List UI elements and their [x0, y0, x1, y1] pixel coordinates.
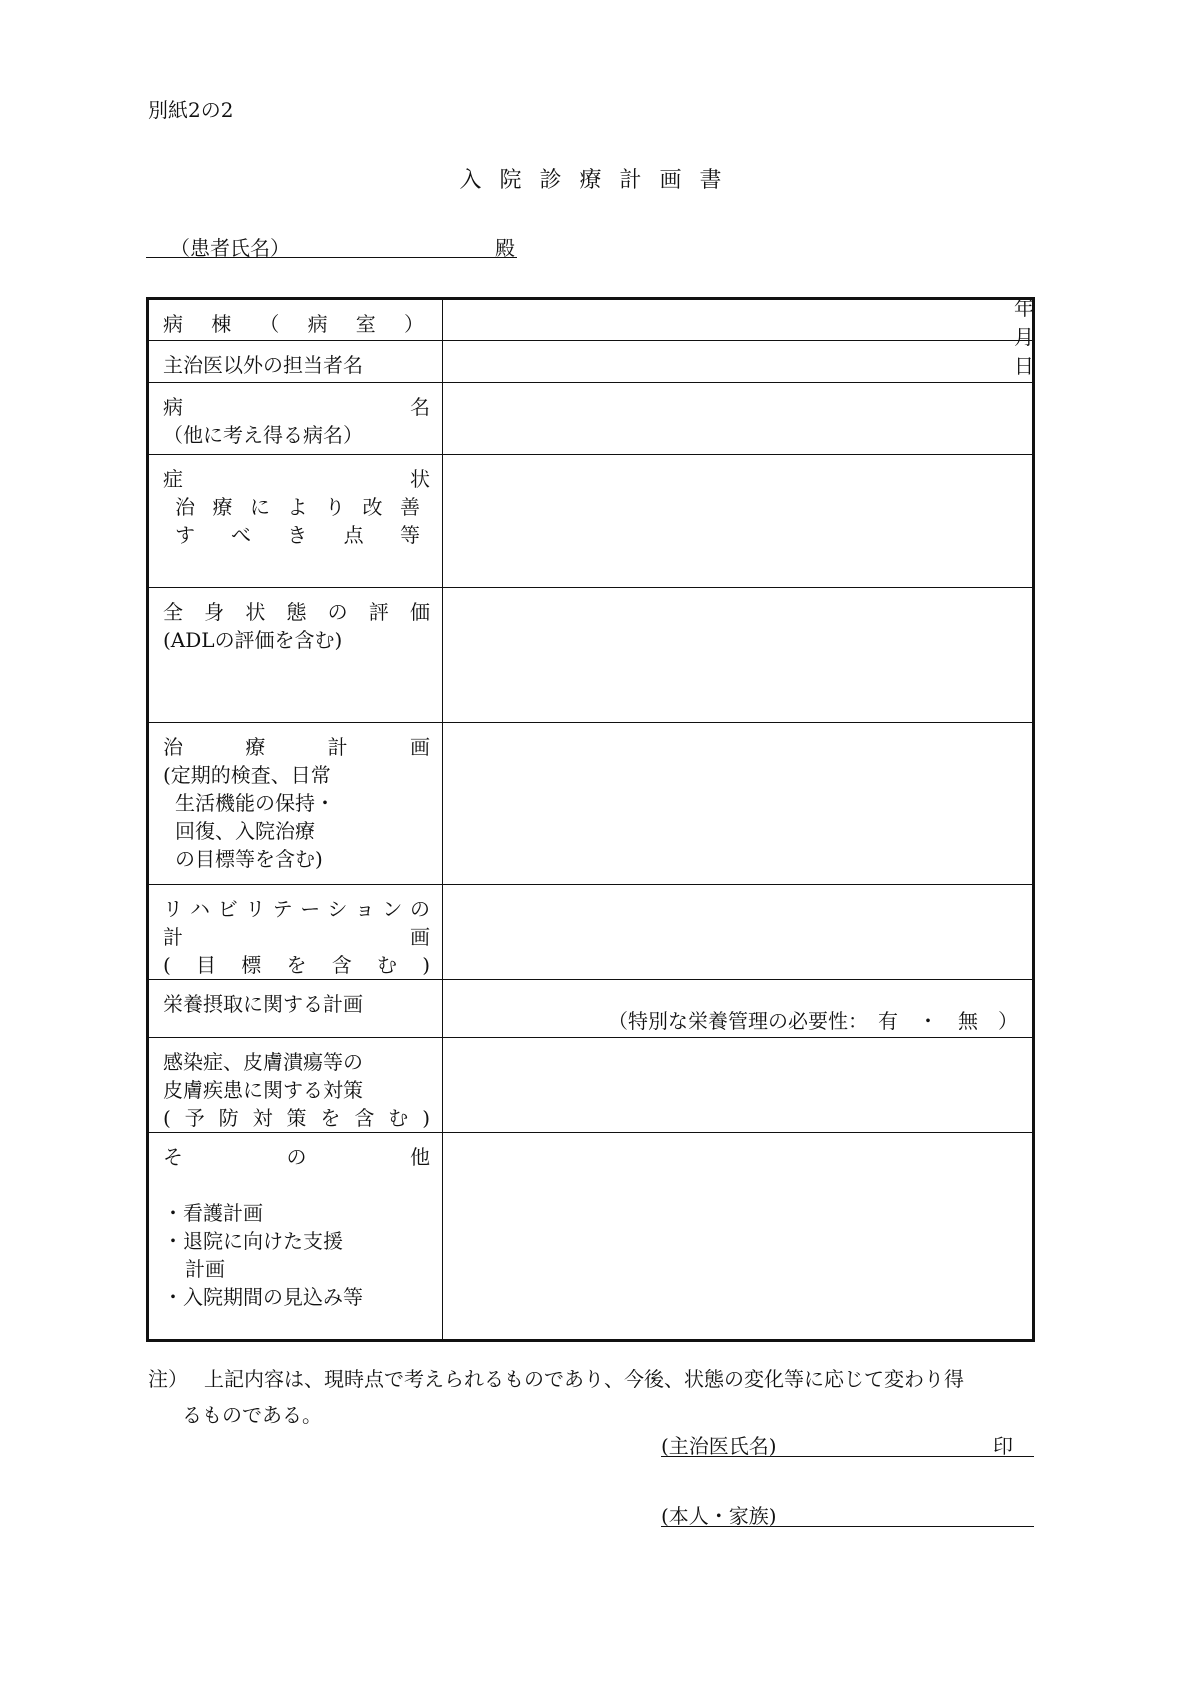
- field-treatment-plan[interactable]: [443, 723, 1034, 885]
- table-row: [148, 299, 1034, 341]
- row-label-rehabilitation: [148, 885, 443, 980]
- table-row: [148, 455, 1034, 588]
- label-line: (予防対策を含む): [163, 1106, 430, 1130]
- row-label-staff: [148, 341, 443, 383]
- table-row: [148, 383, 1034, 455]
- seal-mark: 印: [993, 1434, 1013, 1458]
- field-general-condition[interactable]: [443, 588, 1034, 723]
- row-label-other: [148, 1133, 443, 1341]
- label-line: ・退院に向けた支援: [163, 1229, 343, 1253]
- label-line: 病名: [163, 395, 430, 419]
- label-line: ・看護計画: [163, 1201, 263, 1225]
- label-line: その他: [163, 1145, 430, 1169]
- label-line: リハビリテーションの: [163, 897, 430, 921]
- field-staff[interactable]: [443, 341, 1034, 383]
- label-line: の目標等を含む): [175, 847, 323, 871]
- footnote-line: 上記内容は、現時点で考えられるものであり、今後、状態の変化等に応じて変わり得: [204, 1367, 964, 1391]
- label-line: 皮膚疾患に関する対策: [163, 1078, 363, 1102]
- label-line: (ADLの評価を含む): [163, 628, 343, 652]
- label-line: 感染症、皮膚潰瘍等の: [163, 1050, 363, 1074]
- label-line: 病 棟 （ 病 室 ）: [163, 312, 424, 336]
- field-infection[interactable]: [443, 1038, 1034, 1133]
- field-rehabilitation[interactable]: [443, 885, 1034, 980]
- doctor-signature-label: (主治医氏名): [661, 1434, 777, 1458]
- label-line: 治療計画: [163, 735, 430, 759]
- patient-honorific: 殿: [495, 236, 515, 260]
- footnote: [148, 1361, 1035, 1433]
- family-signature-label: (本人・家族): [661, 1504, 777, 1528]
- table-row: [148, 980, 1034, 1038]
- footnote-line: るものである。: [182, 1403, 322, 1427]
- row-label-nutrition: [148, 980, 443, 1038]
- table-row: [148, 1133, 1034, 1341]
- row-label-treatment-plan: [148, 723, 443, 885]
- table-row: [148, 1038, 1034, 1133]
- label-line: (定期的検査、日常: [163, 763, 331, 787]
- table-row: [148, 885, 1034, 980]
- row-label-general-condition: [148, 588, 443, 723]
- page-title: 入院診療計画書: [459, 168, 740, 193]
- plan-table: [146, 297, 1035, 1342]
- label-line: 生活機能の保持・: [175, 791, 335, 815]
- label-line: 計画: [163, 925, 430, 949]
- field-other[interactable]: [443, 1133, 1034, 1341]
- footnote-mark: 注）: [148, 1367, 188, 1391]
- label-line: 主治医以外の担当者名: [163, 353, 363, 377]
- label-line: 計画: [185, 1257, 225, 1281]
- date-month-label: 月: [1014, 325, 1034, 349]
- label-line: (目標を含む): [163, 953, 430, 977]
- label-line: ・入院期間の見込み等: [163, 1285, 363, 1309]
- date-year-label: 年: [1014, 296, 1034, 320]
- label-line: 全身状態の評価: [163, 600, 430, 624]
- row-label-symptoms: [148, 455, 443, 588]
- date-day-label: 日: [1014, 354, 1034, 378]
- field-nutrition[interactable]: [443, 980, 1034, 1038]
- nutrition-management-need[interactable]: （特別な栄養管理の必要性： 有 ・ 無 ）: [608, 1009, 1018, 1033]
- field-disease[interactable]: [443, 383, 1034, 455]
- patient-name-label: （患者氏名）: [170, 236, 290, 260]
- field-symptoms[interactable]: [443, 455, 1034, 588]
- table-row: [148, 723, 1034, 885]
- field-ward[interactable]: [443, 299, 1034, 341]
- form-code: 別紙2の2: [148, 98, 234, 122]
- table-row: [148, 341, 1034, 383]
- label-line: すべき点等: [175, 523, 420, 547]
- row-label-ward: [148, 299, 443, 341]
- label-line: 栄養摂取に関する計画: [163, 992, 363, 1016]
- row-label-infection: [148, 1038, 443, 1133]
- table-row: [148, 588, 1034, 723]
- label-line: 治療により改善: [175, 495, 420, 519]
- row-label-disease: [148, 383, 443, 455]
- label-line: （他に考え得る病名）: [163, 423, 363, 447]
- label-line: 回復、入院治療: [175, 819, 315, 843]
- label-line: 症状: [163, 467, 430, 491]
